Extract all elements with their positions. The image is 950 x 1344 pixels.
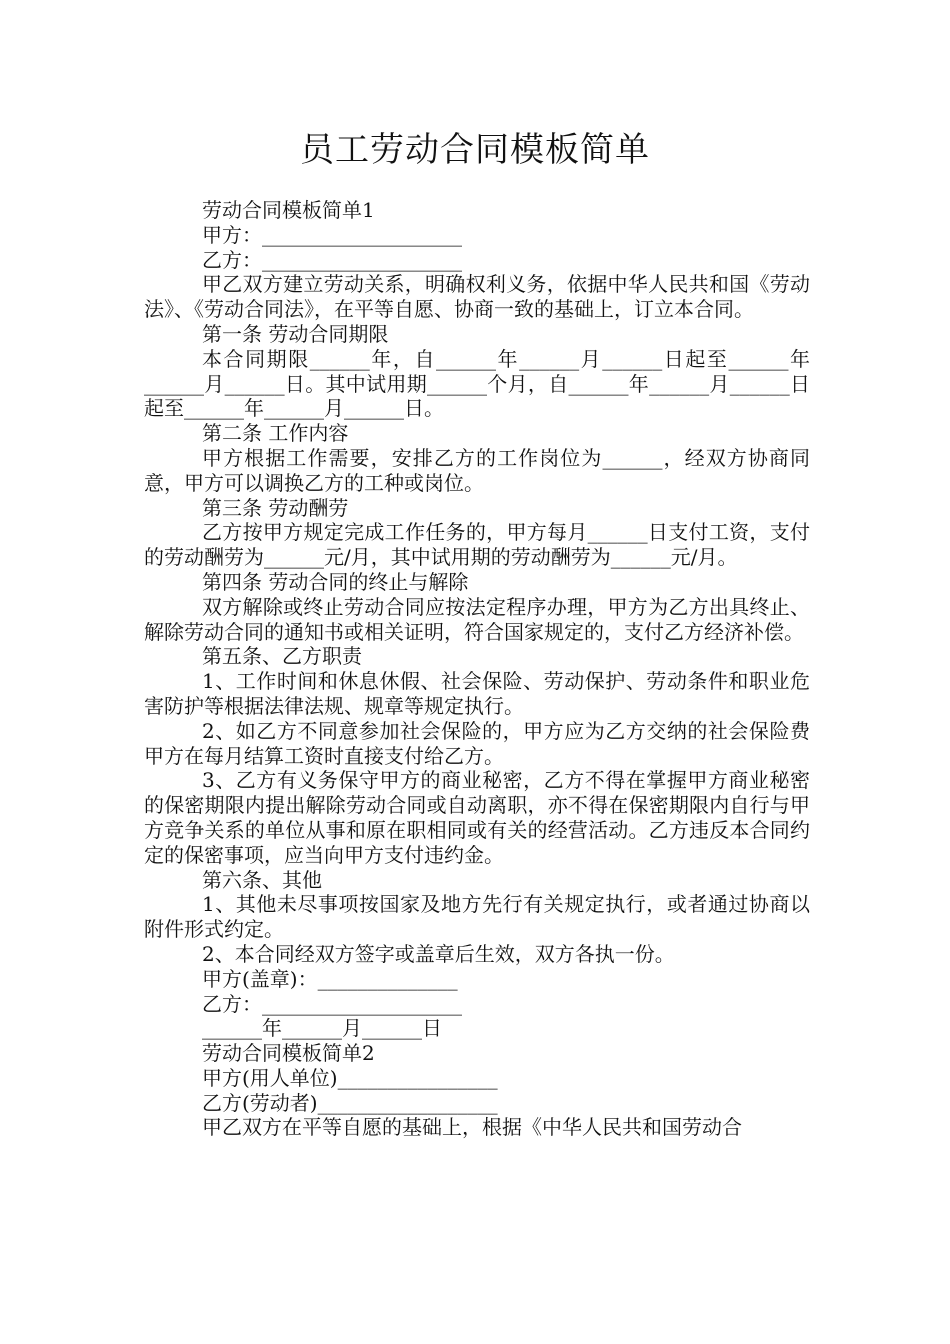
article-heading: 第四条 劳动合同的终止与解除	[202, 569, 469, 594]
party-b-field: 乙方：____________________	[202, 247, 462, 272]
paragraph: 2、如乙方不同意参加社会保险的，甲方应为乙方交纳的社会保险费甲方在每月结算工资时直接支付给乙方。	[144, 718, 810, 768]
party-a-field: 甲方：____________________	[202, 222, 462, 247]
article-heading: 第二条 工作内容	[202, 421, 349, 446]
signature-party-a: 甲方(盖章)：______________	[202, 966, 458, 991]
signature-party-b: 乙方：____________________	[202, 991, 462, 1016]
article-heading: 第三条 劳动酬劳	[202, 495, 349, 520]
article-heading: 第五条、乙方职责	[202, 644, 362, 669]
article-heading: 第六条、其他	[202, 867, 322, 892]
article-heading: 第一条 劳动合同期限	[202, 321, 389, 346]
paragraph: 乙方按甲方规定完成工作任务的，甲方每月______日支付工资，支付的劳动酬劳为______元/月，其中试用期的劳动酬劳为______元/月。	[144, 520, 810, 570]
employee-field: 乙方(劳动者)__________________	[202, 1090, 498, 1115]
paragraph: 2、本合同经双方签字或盖章后生效，双方各执一份。	[202, 941, 675, 966]
paragraph: 双方解除或终止劳动合同应按法定程序办理，甲方为乙方出具终止、解除劳动合同的通知书或相关证明，符合国家规定的，支付乙方经济补偿。	[144, 594, 810, 644]
section-heading: 劳动合同模板简单1	[202, 198, 375, 222]
paragraph: 本合同期限______年，自______年______月______日起至______年______月______日。其中试用期______个月，自______年______月______日起至______年______月______日。	[144, 346, 810, 421]
paragraph: 3、乙方有义务保守甲方的商业秘密，乙方不得在掌握甲方商业秘密的保密期限内提出解除劳动合同或自动离职，亦不得在保密期限内自行与甲方竞争关系的单位从事和原在职相同或有关的经营活动。乙方违反本合同约定的保密事项，应当向甲方支付违约金。	[144, 768, 810, 867]
paragraph: 甲乙双方建立劳动关系，明确权利义务，依据中华人民共和国《劳动法》、《劳动合同法》，在平等自愿、协商一致的基础上，订立本合同。	[144, 272, 810, 322]
document-title: 员工劳动合同模板简单	[300, 130, 650, 170]
paragraph: 甲乙双方在平等自愿的基础上，根据《中华人民共和国劳动合	[202, 1115, 742, 1140]
signature-date: ______年______月______日	[202, 1016, 442, 1041]
document-body	[144, 198, 810, 1140]
paragraph: 1、工作时间和休息休假、社会保险、劳动保护、劳动条件和职业危害防护等根据法律法规、规章等规定执行。	[144, 669, 810, 718]
employer-field: 甲方(用人单位)________________	[202, 1065, 498, 1090]
paragraph: 1、其他未尽事项按国家及地方先行有关规定执行，或者通过协商以附件形式约定。	[144, 892, 810, 942]
paragraph: 甲方根据工作需要，安排乙方的工作岗位为______，经双方协商同意，甲方可以调换乙方的工种或岗位。	[144, 445, 810, 495]
section-heading: 劳动合同模板简单2	[202, 1041, 375, 1066]
